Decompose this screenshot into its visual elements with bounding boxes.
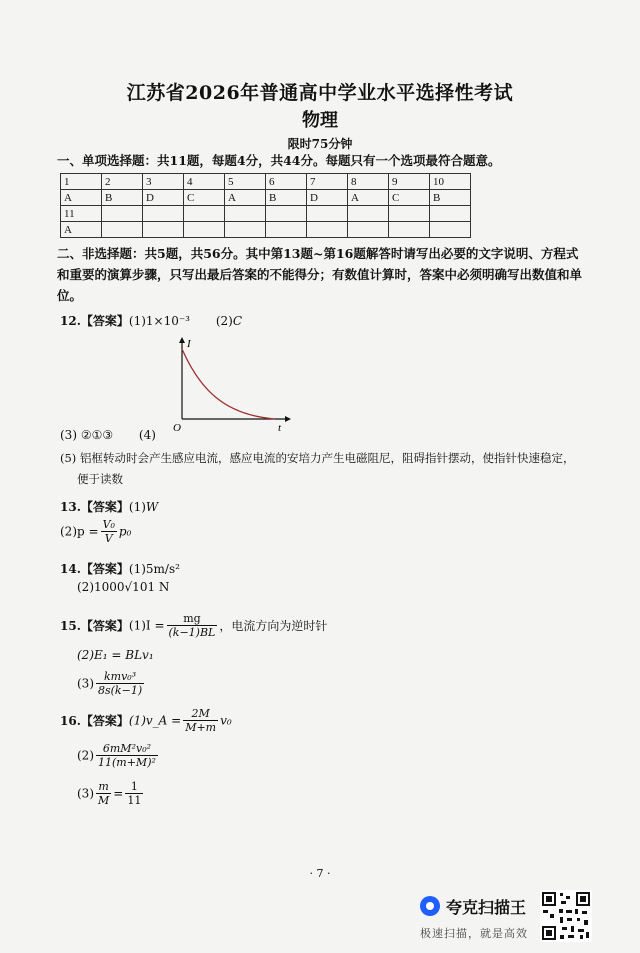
answer-table-cell — [348, 222, 389, 238]
answer-table-cell: D — [143, 190, 184, 206]
q12-part2-label: (2) — [215, 314, 233, 328]
q16-part3-fraction1 — [96, 780, 111, 807]
q15-part2: (2)E₁ = BLv₁ — [77, 648, 154, 662]
q12-part1: (1)1×10⁻³ — [128, 314, 190, 328]
answer-table-cell — [184, 222, 225, 238]
qr-code-icon — [540, 890, 592, 942]
answer-table-cell: 5 — [225, 174, 266, 190]
answer-table-cell: 6 — [266, 174, 307, 190]
answer-table-cell: B — [430, 190, 471, 206]
q13-label: 13.【答案】 — [60, 500, 129, 514]
q16-part3-num1: m — [96, 780, 111, 794]
answer-table-row — [61, 174, 471, 190]
graph-y-arrow — [179, 337, 185, 343]
answer-table-cell: A — [61, 190, 102, 206]
q16-line3 — [77, 780, 145, 807]
graph-y-label: I — [187, 338, 191, 350]
section2-heading: 二、非选择题：共5题，共56分。其中第13题~第16题解答时请写出必要的文字说明、方程式和重要的演算步骤，只写出最后答案的不能得分；有数值计算时，答案中必须明确写出数值和单位。 — [57, 246, 583, 303]
subject-title: 物理 — [302, 110, 338, 131]
q16-part1-prefix: (1)v_A = — [128, 713, 182, 728]
graph-decay-curve — [182, 349, 275, 419]
answer-table-cell: 7 — [307, 174, 348, 190]
q16-part2-num: 6mM²v₀² — [96, 742, 158, 756]
answer-table-cell: 8 — [348, 174, 389, 190]
answer-table-cell: 3 — [143, 174, 184, 190]
q14-label: 14.【答案】 — [60, 562, 129, 576]
answer-table-cell: 4 — [184, 174, 225, 190]
q12-line3 — [60, 428, 156, 442]
q15-part3-prefix: (3) — [77, 676, 94, 691]
q13-part2-tail: p₀ — [118, 524, 132, 539]
q16-part3-den1: M — [98, 794, 110, 807]
q16-part3-num2: 1 — [125, 780, 143, 794]
q14-part2: (2)1000√101 N — [77, 580, 170, 594]
q12-part4: (4) — [138, 428, 156, 442]
answer-table-cell: 11 — [61, 206, 102, 222]
answer-table-cell — [102, 222, 143, 238]
q15-part1-prefix: (1)I = — [128, 618, 165, 633]
answer-table-cell: 2 — [102, 174, 143, 190]
q15-part3-den: 8s(k−1) — [98, 684, 143, 697]
q16-line1 — [60, 707, 232, 734]
q13-fraction-num: V₀ — [102, 518, 115, 531]
answer-table-cell: C — [389, 190, 430, 206]
q15-part3-num: kmv₀³ — [96, 670, 144, 684]
q16-part3-fraction2 — [125, 780, 143, 807]
scanner-slogan: 极速扫描，就是高效 — [420, 927, 528, 940]
q12-part5-line1: (5) 铝框转动时会产生感应电流，感应电流的安培力产生电磁阻尼，阻碍指针摆动，使指针快速稳定， — [60, 451, 575, 465]
q16-part2-den: 11(m+M)² — [98, 756, 156, 769]
q12-decay-graph — [170, 335, 300, 435]
answer-table-row — [61, 190, 471, 206]
q15-label: 15.【答案】 — [60, 619, 129, 633]
answer-table-cell — [143, 206, 184, 222]
q16-fraction — [183, 707, 218, 734]
q16-fraction-num: 2M — [183, 707, 218, 721]
answer-table-cell — [430, 222, 471, 238]
q15-fraction — [167, 612, 218, 639]
page-number: · 7 · — [309, 867, 331, 880]
q15-part3-fraction — [96, 670, 144, 697]
q15-line3 — [77, 670, 146, 697]
graph-origin-label: O — [173, 422, 181, 434]
q13-part1-prefix: (1) — [128, 500, 146, 514]
answer-table-cell — [266, 222, 307, 238]
answer-table-cell — [225, 206, 266, 222]
q15-line1 — [60, 612, 327, 639]
answer-table-cell — [307, 222, 348, 238]
q13-fraction-den: V — [104, 532, 113, 545]
answer-table-cell: B — [102, 190, 143, 206]
q16-part2-fraction — [96, 742, 158, 769]
answer-table-cell — [348, 206, 389, 222]
answer-table — [60, 173, 471, 238]
q16-line2 — [77, 742, 160, 769]
answer-table-row — [61, 206, 471, 222]
answer-table-cell: 9 — [389, 174, 430, 190]
q12-label: 12.【答案】 — [60, 314, 129, 328]
q15-part1-tail: ，电流方向为逆时针 — [219, 619, 328, 633]
q13-part1-value: W — [145, 500, 159, 514]
q12-part2-value: C — [232, 314, 243, 328]
time-limit: 限时75分钟 — [287, 137, 353, 151]
answer-table-cell — [225, 222, 266, 238]
answer-table-cell: A — [225, 190, 266, 206]
answer-table-cell: D — [307, 190, 348, 206]
q12-part5-line2: 便于读数 — [77, 472, 123, 486]
q15-fraction-den: (k−1)BL — [168, 626, 216, 639]
q16-part2-prefix: (2) — [77, 748, 94, 763]
answer-table-cell: C — [184, 190, 225, 206]
answer-table-cell: A — [61, 222, 102, 238]
answer-table-cell — [430, 206, 471, 222]
q16-fraction-den: M+m — [185, 721, 217, 734]
q13-line1 — [60, 498, 158, 515]
exam-title: 江苏省2026年普通高中学业水平选择性考试 — [126, 82, 514, 104]
answer-table-cell — [143, 222, 184, 238]
q16-part3-prefix: (3) — [77, 786, 94, 801]
graph-x-arrow — [285, 416, 291, 422]
q13-line2 — [60, 518, 131, 545]
q16-part3-den2: 11 — [127, 794, 142, 807]
answer-table-cell — [102, 206, 143, 222]
graph-x-label: t — [278, 422, 282, 434]
q12-part3: (3) ②①③ — [60, 428, 114, 442]
answer-table-cell — [389, 222, 430, 238]
answer-table-cell — [389, 206, 430, 222]
answer-table-cell — [184, 206, 225, 222]
q14-part1: (1)5m/s² — [128, 562, 180, 576]
q13-part2-prefix: (2)p = — [60, 524, 99, 539]
q16-label: 16.【答案】 — [60, 714, 129, 728]
answer-table-cell: 1 — [61, 174, 102, 190]
q12-line1 — [60, 312, 242, 329]
quark-logo-icon — [420, 896, 440, 916]
answer-table-row — [61, 222, 471, 238]
q16-part3-eq: = — [113, 786, 124, 801]
section1-heading: 一、单项选择题：共11题，每题4分，共44分。每题只有一个选项最符合题意。 — [57, 153, 501, 168]
answer-table-cell: 10 — [430, 174, 471, 190]
answer-table-cell — [307, 206, 348, 222]
answer-table-cell — [266, 206, 307, 222]
answer-table-cell: B — [266, 190, 307, 206]
answer-table-cell: A — [348, 190, 389, 206]
q16-part1-tail: v₀ — [220, 713, 232, 728]
q15-fraction-num: mg — [167, 612, 218, 626]
q14-line1 — [60, 560, 180, 577]
q13-fraction — [101, 518, 117, 545]
scanner-app-name: 夸克扫描王 — [446, 898, 527, 917]
